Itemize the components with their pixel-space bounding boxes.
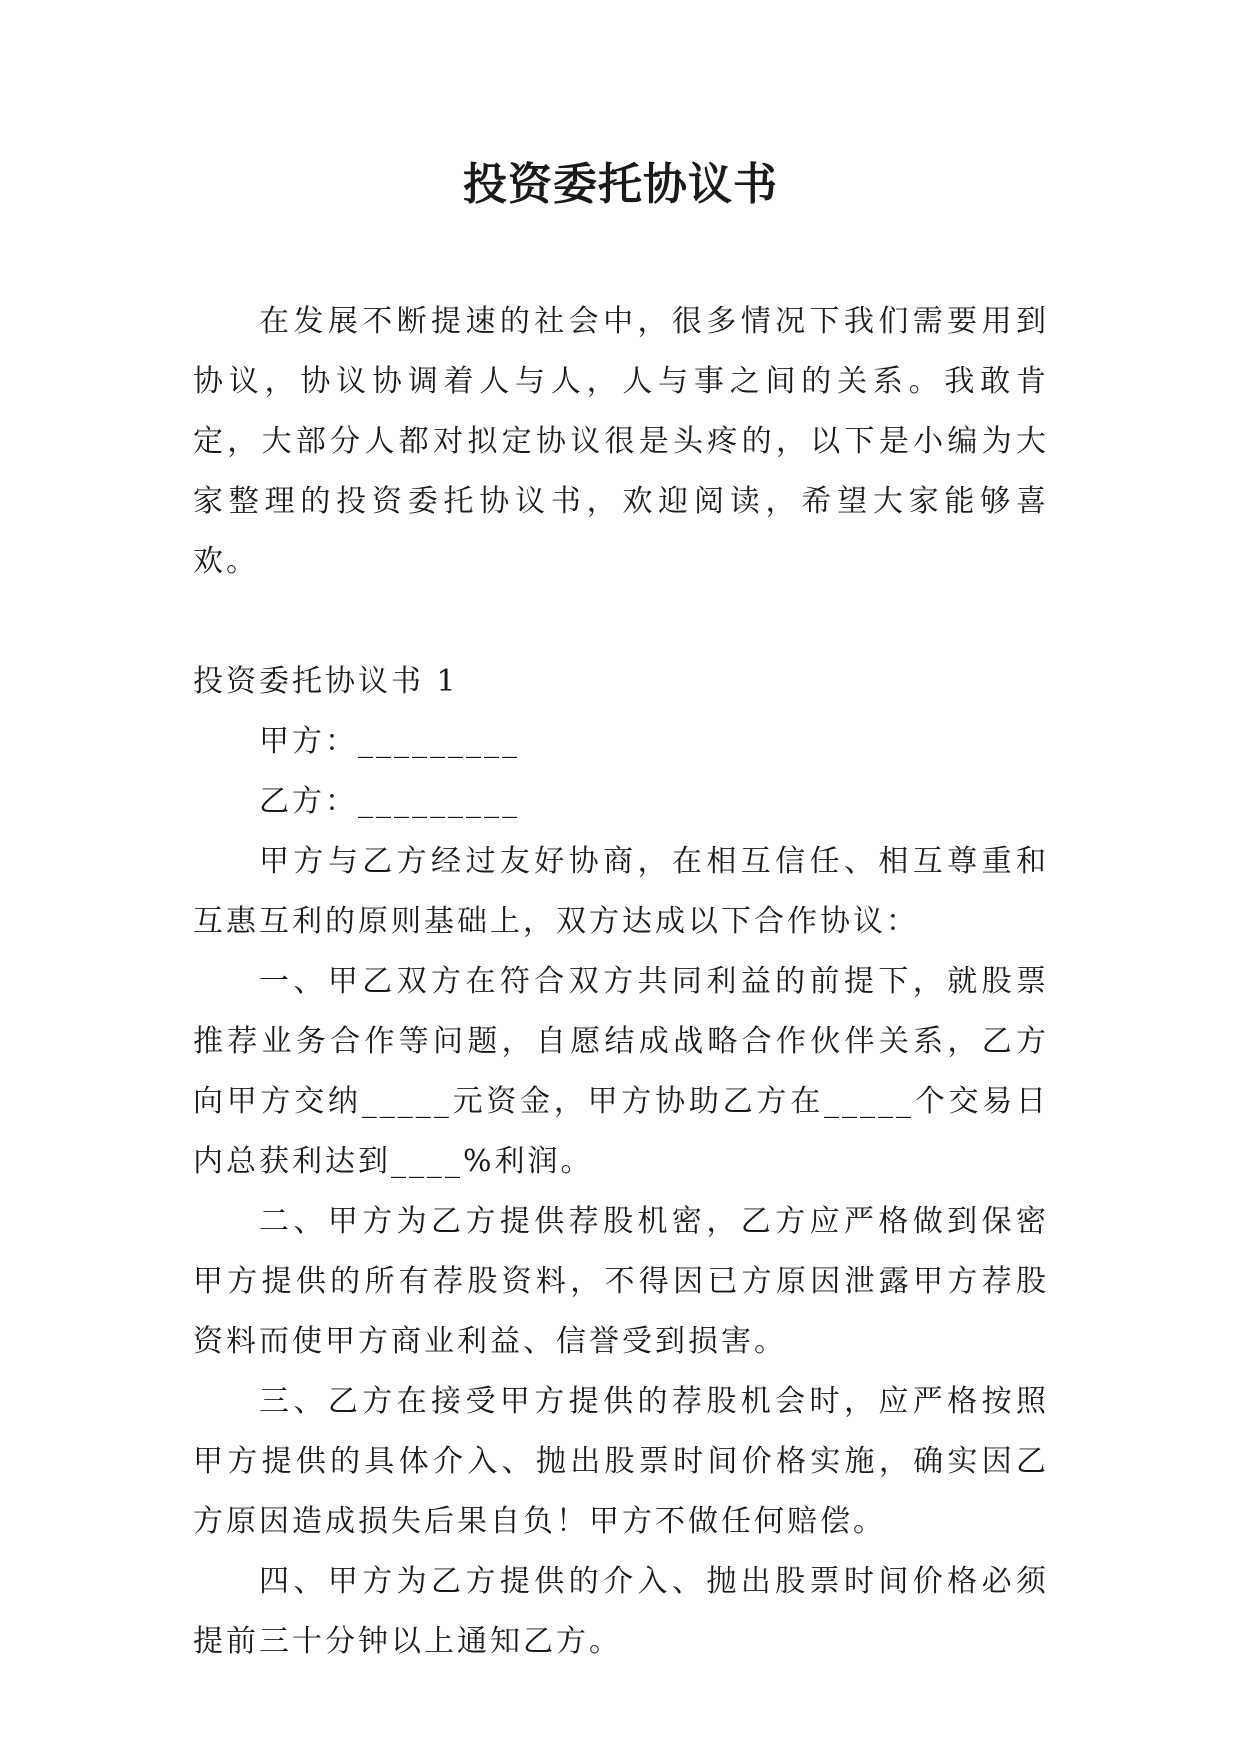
clause-4: 四、甲方为乙方提供的介入、抛出股票时间价格必须提前三十分钟以上通知乙方。	[193, 1564, 1049, 1659]
clause-1: 一、甲乙双方在符合双方共同利益的前提下，就股票推荐业务合作等问题，自愿结成战略合作伙伴关系，乙方向甲方交纳_____元资金，甲方协助乙方在_____个交易日内总获利达到____%利润。	[193, 964, 1049, 1179]
clause-2: 二、甲方为乙方提供荐股机密，乙方应严格做到保密甲方提供的所有荐股资料，不得因已方原因泄露甲方荐股资料而使甲方商业利益、信誉受到损害。	[193, 1204, 1049, 1359]
clause-3: 三、乙方在接受甲方提供的荐股机会时，应严格按照甲方提供的具体介入、抛出股票时间价格实施，确实因乙方原因造成损失后果自负！甲方不做任何赔偿。	[193, 1384, 1049, 1539]
document-title: 投资委托协议书	[463, 159, 778, 210]
party-b-line: 乙方：_________	[259, 784, 520, 819]
party-a-line: 甲方：_________	[259, 724, 520, 759]
document-body	[193, 292, 1049, 1672]
section-heading: 投资委托协议书 1	[193, 664, 459, 699]
agreement-preamble: 甲方与乙方经过友好协商，在相互信任、相互尊重和互惠互利的原则基础上，双方达成以下合作协议：	[193, 844, 1049, 939]
intro-paragraph: 在发展不断提速的社会中，很多情况下我们需要用到协议，协议协调着人与人，人与事之间的关系。我敢肯定，大部分人都对拟定协议很是头疼的，以下是小编为大家整理的投资委托协议书，欢迎阅读，希望大家能够喜欢。	[193, 304, 1049, 579]
